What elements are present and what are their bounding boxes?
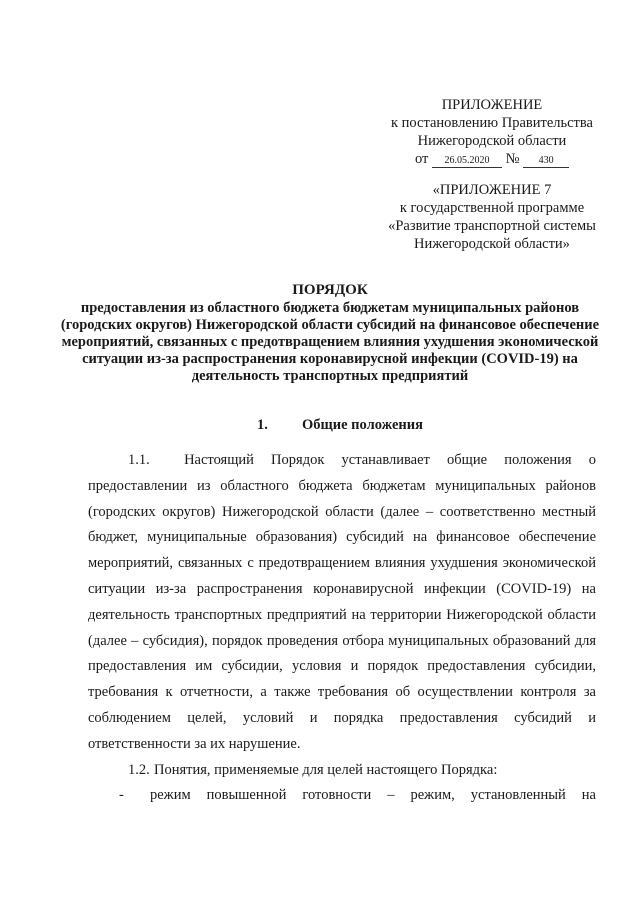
program-appendix-line: к государственной программе — [399, 200, 585, 216]
section-number: 1. — [257, 417, 268, 433]
date-prefix: от — [414, 151, 429, 167]
resolution-number: 430 — [523, 154, 569, 168]
appendix-title: ПРИЛОЖЕНИЕ — [441, 97, 543, 113]
appendix-header — [362, 96, 622, 168]
definition-text: режим повышенной готовности – режим, установленный на — [150, 787, 596, 804]
paragraph-1-2-text: Понятия, применяемые для целей настоящего Порядка: — [154, 761, 498, 778]
document-title-block — [60, 282, 600, 385]
program-appendix — [362, 181, 622, 253]
document-body — [88, 448, 596, 809]
appendix-date-line — [362, 150, 622, 168]
resolution-date: 26.05.2020 — [432, 154, 502, 168]
paragraph-1-2-number: 1.2. — [128, 761, 150, 778]
paragraph-1-1 — [88, 448, 596, 758]
paragraph-1-1-number: 1.1. — [128, 452, 150, 468]
program-name-line-2: Нижегородской области» — [414, 236, 570, 252]
section-title: Общие положения — [302, 417, 423, 433]
appendix-region-line: Нижегородской области — [417, 133, 567, 149]
document-title: ПОРЯДОК — [292, 282, 368, 298]
number-prefix: № — [505, 151, 520, 167]
paragraph-1-1-text: Настоящий Порядок устанавливает общие положения о предоставлении из областного бюджета бюджетам муниципальных районов (городских округов) Нижегородской области (далее – соответственно местный бюджет, муниципальные образования) субсидий на финансовое обеспечение мероприятий, связанных с предотвращением влияния ухудшения экономической ситуации из-за распространения коронавирусной инфекции (COVID-19) на деятельность транспортных предприятий на территории Нижегородской области (далее – субсидия), порядок проведения отбора муниципальных образований для предоставления им субсидии, условия и порядок предоставления субсидии, требования к отчетности, а также требования об осуществлении контроля за соблюдением целей, условий и порядка предоставления субсидий и ответственности за их нарушение. — [88, 452, 597, 752]
program-name-line-1: «Развитие транспортной системы — [388, 218, 596, 234]
program-appendix-title: «ПРИЛОЖЕНИЕ 7 — [432, 182, 552, 198]
definition-item — [88, 783, 596, 809]
appendix-resolution-line: к постановлению Правительства — [391, 115, 593, 131]
definition-marker: - — [119, 787, 124, 804]
document-subtitle: предоставления из областного бюджета бюджетам муниципальных районов (городских округов) Нижегородской области субсидий на финансовое обеспечение мероприятий, связанных с предотвращением влияния ухудшения экономической ситуации из-за распространения коронавирусной инфекции (COVID-19) на деятельность транспортных предприятий — [60, 300, 600, 384]
paragraph-1-2 — [88, 758, 596, 784]
